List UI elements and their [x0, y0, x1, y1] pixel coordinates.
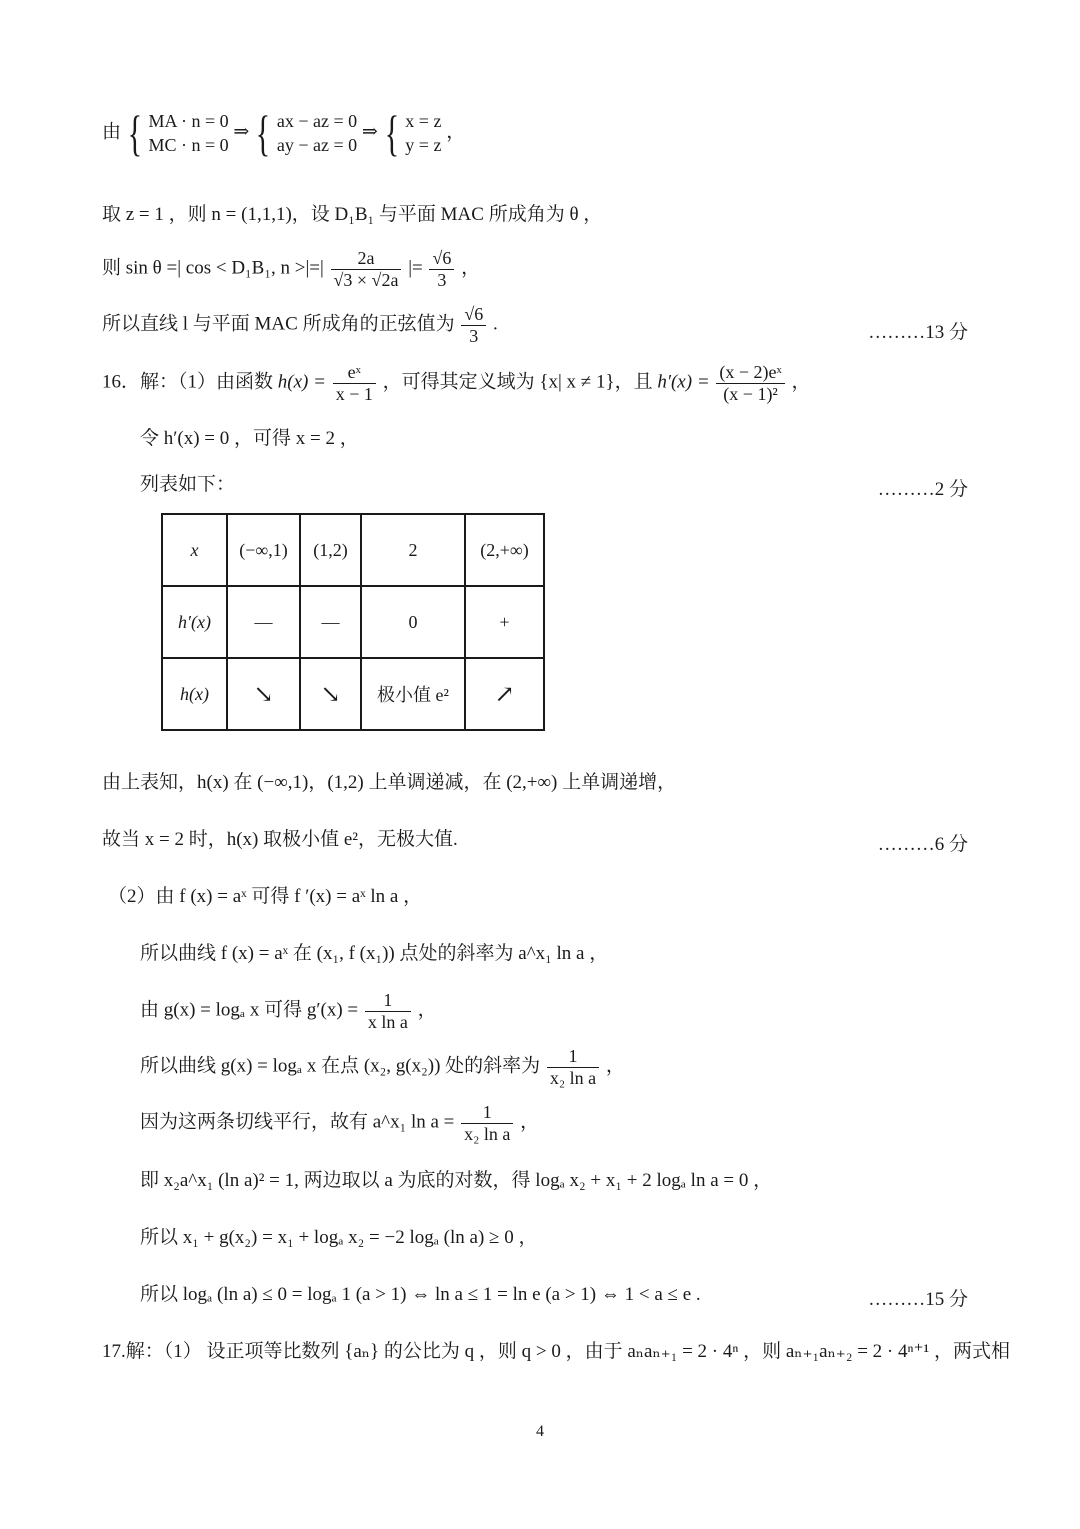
table-cell: + [465, 586, 544, 658]
decreasing-arrow-icon: ↘ [300, 658, 361, 730]
text-line: 令 h′(x) = 0 ，可得 x = 2 ， [140, 428, 359, 449]
intro-text: 16．解：（1）由函数 [102, 371, 274, 393]
page-number: 4 [536, 1423, 544, 1440]
table-cell: 0 [361, 586, 465, 658]
punctuation: ， [605, 1055, 625, 1077]
fraction [547, 1046, 599, 1088]
denominator: x₂ ln a [549, 1067, 597, 1088]
formula-text: 所以曲线 g(x) = logₐ x 在点 (x₂, g(x₂)) 处的斜率为 [140, 1055, 541, 1077]
conclusion-text: 所以直线 l 与平面 MAC 所成角的正弦值为 [102, 313, 455, 335]
denominator: 3 [437, 269, 447, 290]
formula-text: 则 sin θ =| cos < D₁B₁, n >|=| [102, 257, 324, 279]
formula-text: |= [408, 257, 423, 279]
text-line: 所以曲线 f (x) = aˣ 在 (x₁, f (x₁)) 点处的斜率为 a^x₁ ln a ， [140, 943, 609, 964]
text-line: 列表如下： [140, 474, 236, 495]
fraction [331, 248, 402, 290]
system-1-eq-b: MC · n = 0 [148, 135, 229, 155]
text-line: （2）由 f (x) = aˣ 可得 f ′(x) = aˣ ln a ， [108, 886, 423, 907]
fraction [333, 362, 376, 404]
table-cell: 极小值 e² [361, 658, 465, 730]
left-brace-icon: { [384, 105, 399, 161]
increasing-arrow-icon: ↗ [465, 658, 544, 730]
numerator: eˣ [333, 362, 376, 384]
table-cell: 2 [361, 514, 465, 586]
text-line: 所以 logₐ (ln a) ≤ 0 = logₐ 1 (a > 1) ⇔ ln a ≤ 1 = ln e (a > 1) ⇔ 1 < a ≤ e . [140, 1284, 701, 1305]
numerator: 1 [547, 1046, 599, 1068]
score-mark: ………6 分 [877, 834, 968, 855]
table-cell: (2,+∞) [465, 514, 544, 586]
denominator: x − 1 [335, 383, 373, 404]
system-2-eq-b: ay − az = 0 [276, 135, 358, 155]
parallel-line [140, 1102, 539, 1144]
conclusion-line [102, 304, 498, 346]
punctuation: . [492, 313, 498, 335]
text-line: 由上表知，h(x) 在 (−∞,1)，(1,2) 上单调递减，在 (2,+∞) 上单调递增， [102, 772, 677, 793]
slope-line [140, 1046, 625, 1088]
system-1-eq-a: MA · n = 0 [148, 110, 229, 131]
derivative-line [140, 990, 437, 1032]
table-cell: (1,2) [300, 514, 361, 586]
table-cell: h(x) [162, 658, 227, 730]
numerator: 2a [331, 248, 402, 270]
numerator: 1 [461, 1102, 513, 1124]
table-cell: — [227, 586, 300, 658]
table-cell: h′(x) [162, 586, 227, 658]
denominator: x₂ ln a [464, 1123, 511, 1144]
variation-table [161, 513, 545, 731]
denominator: √3 × √2a [333, 269, 399, 290]
system-2 [254, 105, 358, 161]
score-mark: ………15 分 [868, 1289, 968, 1310]
system-3-eq-a: x = z [405, 110, 442, 131]
text-line: 取 z = 1 ，则 n = (1,1,1)，设 D₁B₁ 与平面 MAC 所成角为 θ ， [102, 204, 603, 225]
formula-text: 因为这两条切线平行，故有 a^x₁ ln a = [140, 1111, 455, 1133]
punctuation: ， [520, 1111, 540, 1133]
text-line: 所以 x₁ + g(x₂) = x₁ + logₐ x₂ = −2 logₐ (ln a) ≥ 0 ， [140, 1227, 538, 1248]
table-cell: — [300, 586, 361, 658]
numerator: √6 [429, 248, 454, 270]
table-row [162, 586, 544, 658]
system-3-eq-b: y = z [405, 135, 442, 155]
text-line: 17.解：（1） 设正项等比数列 {aₙ} 的公比为 q ，则 q > 0 ，由于 aₙaₙ₊₁ = 2 · 4ⁿ ，则 aₙ₊₁aₙ₊₂ = 2 · 4ⁿ⁺¹ ，两式相 [102, 1341, 1010, 1362]
fraction [716, 362, 784, 404]
punctuation: ， [791, 371, 811, 393]
fraction [461, 304, 486, 346]
function-label: h(x) = [277, 371, 326, 393]
fraction [461, 1102, 513, 1144]
text-line: 故当 x = 2 时，h(x) 取极小值 e²，无极大值. [102, 829, 458, 850]
intro-text: ，可得其定义域为 {x| x ≠ 1}，且 [382, 371, 653, 393]
score-mark: ………2 分 [877, 479, 968, 500]
table-row [162, 514, 544, 586]
text-line: 即 x₂a^x₁ (ln a)² = 1, 两边取以 a 为底的对数，得 logₐ x₂ + x₁ + 2 logₐ ln a = 0 ， [140, 1170, 773, 1191]
system-3 [383, 105, 442, 161]
numerator: 1 [365, 990, 411, 1012]
sine-formula-line [102, 248, 480, 290]
punctuation: ， [461, 257, 481, 279]
denominator: (x − 1)² [723, 383, 778, 404]
system-1 [126, 105, 229, 161]
punctuation: ， [417, 999, 437, 1021]
derivative-label: h′(x) = [657, 371, 710, 393]
punctuation: ， [446, 121, 466, 143]
decreasing-arrow-icon: ↘ [227, 658, 300, 730]
fraction [365, 990, 411, 1032]
equation-system-line [102, 105, 466, 161]
implies-arrow: ⇒ [361, 121, 378, 143]
left-brace-icon: { [127, 105, 142, 161]
implies-arrow: ⇒ [233, 121, 250, 143]
system-2-eq-a: ax − az = 0 [276, 110, 358, 131]
score-mark: ………13 分 [868, 322, 968, 343]
numerator: (x − 2)eˣ [716, 362, 784, 384]
text-prefix: 由 [102, 121, 122, 143]
table-cell: (−∞,1) [227, 514, 300, 586]
table-row [162, 658, 544, 730]
problem-16-intro [102, 362, 811, 404]
denominator: 3 [469, 325, 479, 346]
denominator: x ln a [367, 1011, 408, 1032]
numerator: √6 [461, 304, 486, 326]
fraction [429, 248, 454, 290]
table-cell: x [162, 514, 227, 586]
formula-text: 由 g(x) = logₐ x 可得 g′(x) = [140, 999, 359, 1021]
left-brace-icon: { [255, 105, 271, 161]
